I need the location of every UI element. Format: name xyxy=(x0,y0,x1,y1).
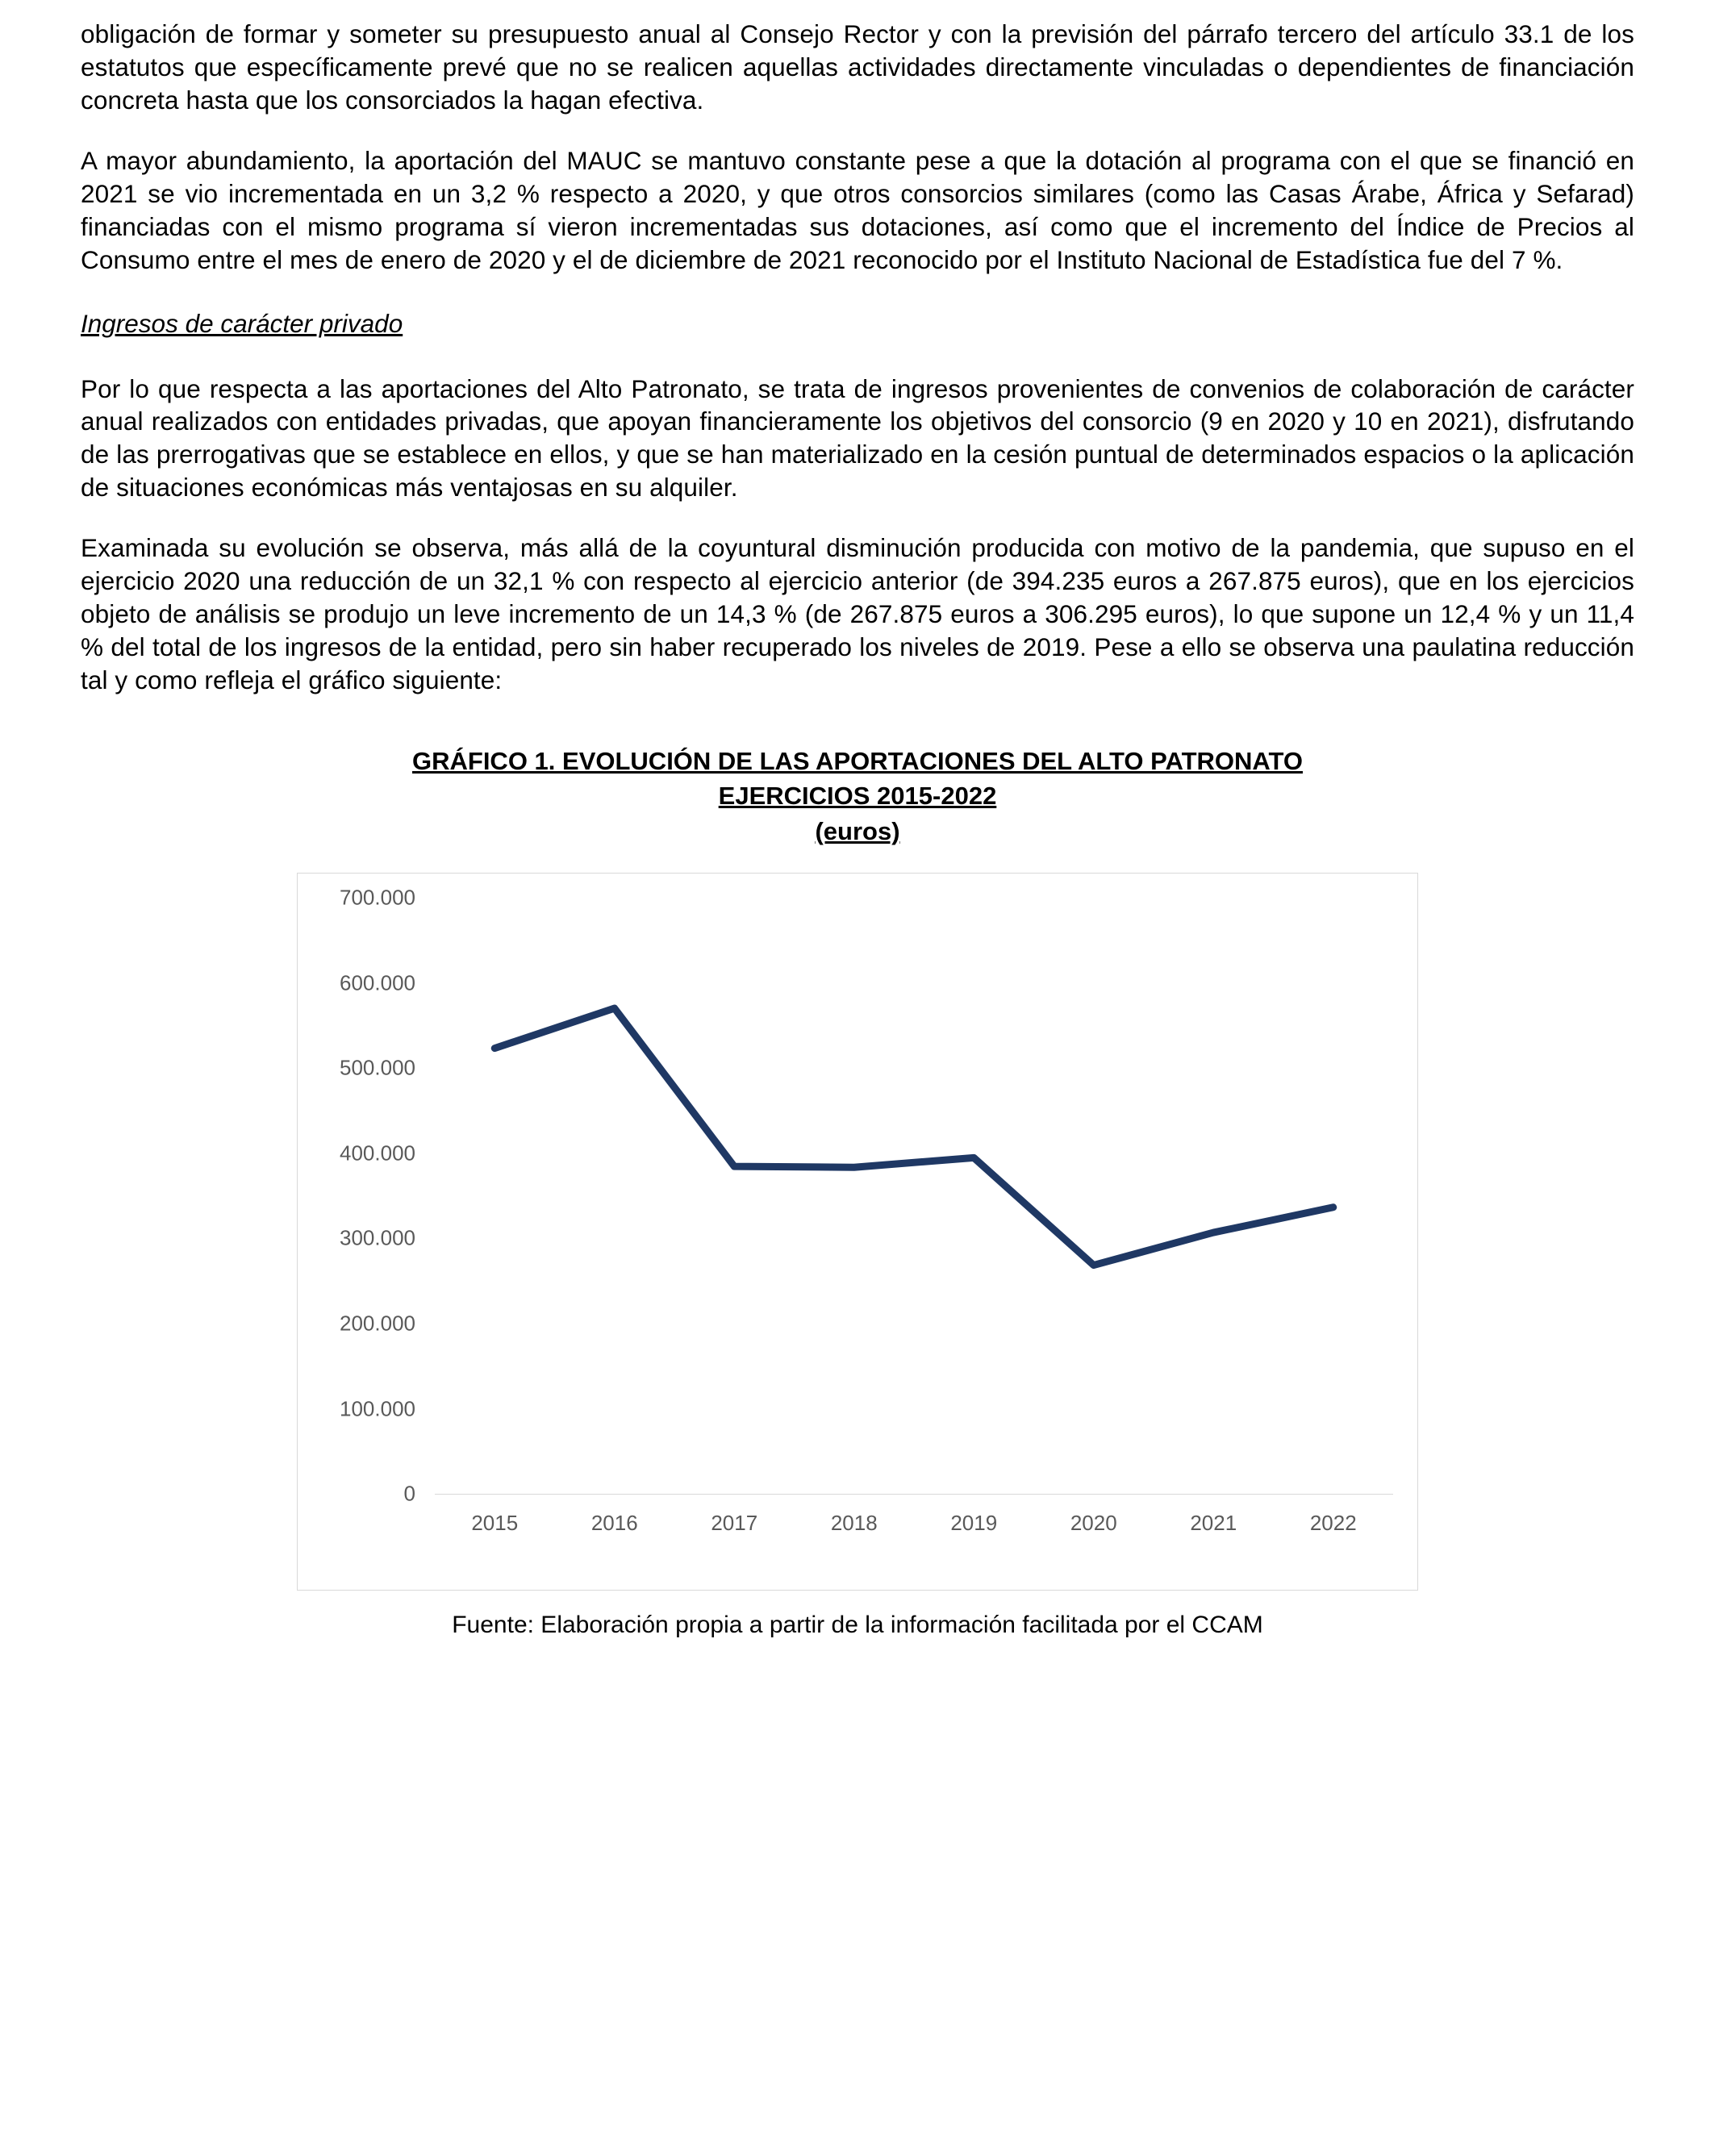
y-axis-tick-label: 500.000 xyxy=(340,1055,415,1080)
y-axis-tick-label: 400.000 xyxy=(340,1141,415,1166)
x-axis-line xyxy=(435,1494,1393,1495)
section-subheading-text: Ingresos de carácter privado xyxy=(81,308,403,338)
x-axis-tick-label: 2019 xyxy=(950,1511,998,1536)
paragraph-4: Examinada su evolución se observa, más allá de la coyuntural disminución producida con motivo de la pandemia, que supuso en el ejercicio 2020 una reducción de un 32,1 % con respecto al ejercicio anterior (de 394.235 euros a 267.875 euros), que en los ejercicios objeto de análisis se produjo un leve incremento de un 14,3 % (de 267.875 euros a 306.295 euros), lo que supone un 12,4 % y un 11,4 % del total de los ingresos de la entidad, pero sin haber recuperado los niveles de 2019. Pese a ello se observa una paulatina reducción tal y como refleja el gráfico siguiente: xyxy=(81,533,1634,694)
chart-figure xyxy=(297,873,1418,1591)
chart-title xyxy=(81,744,1634,849)
y-axis-tick-labels xyxy=(298,885,427,1506)
chart-title-line-3: (euros) xyxy=(815,816,900,845)
section-subheading xyxy=(81,307,1634,340)
x-axis-tick-label: 2015 xyxy=(471,1511,519,1536)
y-axis-tick-label: 300.000 xyxy=(340,1225,415,1250)
y-axis-tick-label: 700.000 xyxy=(340,885,415,910)
x-axis-tick-label: 2016 xyxy=(590,1511,638,1536)
plot-area xyxy=(435,898,1393,1493)
x-axis-tick-label: 2018 xyxy=(830,1511,878,1536)
x-axis-tick-label: 2017 xyxy=(711,1511,758,1536)
paragraph-2: A mayor abundamiento, la aportación del MAUC se mantuvo constante pese a que la dotación al programa con el que se financió en 2021 se vio incrementada en un 3,2 % respecto a 2020, y que otros consorcios similares (como las Casas Árabe, África y Sefarad) financiadas con el mismo programa sí vieron incrementadas sus dotaciones, así como que el incremento del Índice de Precios al Consumo entre el mes de enero de 2020 y el de diciembre de 2021 reconocido por el Instituto Nacional de Estadística fue del 7 %. xyxy=(81,145,1634,274)
y-axis-tick-label: 0 xyxy=(403,1481,415,1506)
x-axis-tick-labels xyxy=(435,1511,1393,1543)
y-axis-tick-label: 200.000 xyxy=(340,1311,415,1336)
line-series xyxy=(435,898,1393,1493)
y-axis-tick-label: 100.000 xyxy=(340,1396,415,1421)
x-axis-tick-label: 2022 xyxy=(1309,1511,1357,1536)
x-axis-tick-label: 2021 xyxy=(1190,1511,1237,1536)
chart-source-note: Fuente: Elaboración propia a partir de la información facilitada por el CCAM xyxy=(452,1612,1263,1639)
chart-title-line-1: GRÁFICO 1. EVOLUCIÓN DE LAS APORTACIONES DEL ALTO PATRONATO xyxy=(412,746,1303,775)
paragraph-1: obligación de formar y someter su presupuesto anual al Consejo Rector y con la previsión del párrafo tercero del artículo 33.1 de los estatutos que específicamente prevé que no se realicen aquellas actividades directamente vinculadas o dependientes de financiación concreta hasta que los consorciados la hagan efectiva. xyxy=(81,19,1634,115)
paragraph-3: Por lo que respecta a las aportaciones del Alto Patronato, se trata de ingresos provenientes de convenios de colaboración de carácter anual realizados con entidades privadas, que apoyan financieramente los objetivos del consorcio (9 en 2020 y 10 en 2021), disfrutando de las prerrogativas que se establece en ellos, y que se han materializado en la cesión puntual de determinados espacios o la aplicación de situaciones económicas más ventajosas en su alquiler. xyxy=(81,373,1634,503)
chart-title-line-2: EJERCICIOS 2015-2022 xyxy=(718,782,997,811)
y-axis-tick-label: 600.000 xyxy=(340,970,415,995)
chart-block xyxy=(81,744,1634,1639)
x-axis-tick-label: 2020 xyxy=(1070,1511,1117,1536)
